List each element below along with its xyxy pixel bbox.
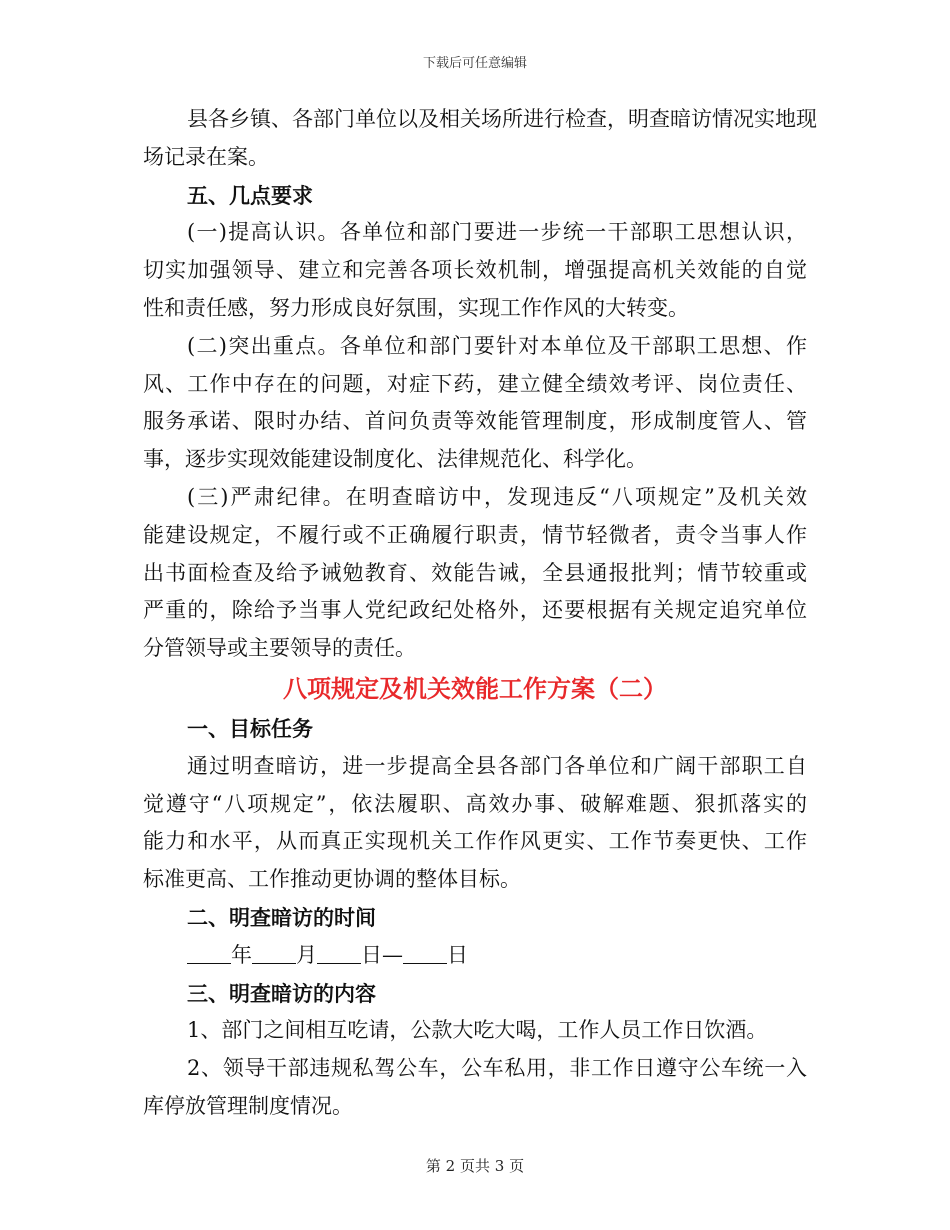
section-heading: 一、目标任务 xyxy=(187,715,313,741)
section-part2 xyxy=(143,710,807,937)
paragraph-line: 出书面检查及给予诫勉教育、效能告诫，全县通报批判；情节较重或 xyxy=(143,560,807,585)
date-month-label: 月 xyxy=(296,942,317,967)
document-title: 八项规定及机关效能工作方案（二） xyxy=(283,673,667,703)
paragraph-line: 切实加强领导、建立和完善各项长效机制，增强提高机关效能的自觉 xyxy=(143,258,807,283)
page-header-note: 下载后可任意编辑 xyxy=(422,56,527,71)
blank-day xyxy=(317,941,361,964)
section-part1 xyxy=(143,101,817,668)
paragraph-line: 觉遵守“八项规定”，依法履职、高效办事、破解难题、狠抓落实的 xyxy=(143,791,807,816)
paragraph-line: (二)突出重点。各单位和部门要针对本单位及干部职工思想、作 xyxy=(187,333,807,358)
paragraph-line: 县各乡镇、各部门单位以及相关场所进行检查，明查暗访情况实地现 xyxy=(187,107,817,131)
section-heading: 二、明查暗访的时间 xyxy=(187,904,376,930)
paragraph-line: 能建设规定，不履行或不正确履行职责，情节轻微者，责令当事人作 xyxy=(143,522,807,547)
paragraph-line: 能力和水平，从而真正实现机关工作作风更实、工作节奏更快、工作 xyxy=(143,829,807,854)
date-day2-label: 日 xyxy=(447,942,468,967)
section-heading: 三、明查暗访的内容 xyxy=(187,980,376,1006)
paragraph-line: (三)严肃纪律。在明查暗访中，发现违反“八项规定”及机关效 xyxy=(187,484,807,509)
blank-day2 xyxy=(403,941,447,964)
paragraph-line: 风、工作中存在的问题，对症下药，建立健全绩效考评、岗位责任、 xyxy=(143,371,807,396)
paragraph-line: 1、部门之间相互吃请，公款大吃大喝，工作人员工作日饮酒。 xyxy=(187,1018,768,1043)
paragraph-line: 库停放管理制度情况。 xyxy=(143,1093,353,1118)
section-part3 xyxy=(143,975,807,1126)
page-footer: 第 2 页共 3 页 xyxy=(425,1157,525,1175)
paragraph-line: 严重的，除给予当事人党纪政纪处格外，还要根据有关规定追究单位 xyxy=(143,598,807,623)
paragraph-line: 标准更高、工作推动更协调的整体目标。 xyxy=(143,867,521,892)
paragraph-line: (一)提高认识。各单位和部门要进一步统一干部职工思想认识， xyxy=(187,220,807,245)
paragraph-line: 服务承诺、限时办结、首问负责等效能管理制度，形成制度管人、管 xyxy=(143,409,807,434)
document-body xyxy=(143,101,817,1126)
blank-month xyxy=(252,941,296,964)
paragraph-line: 性和责任感，努力形成良好氛围，实现工作作风的大转变。 xyxy=(143,295,689,320)
section-heading: 五、几点要求 xyxy=(187,182,313,208)
date-line xyxy=(143,937,807,975)
date-day-label: 日— xyxy=(361,942,403,967)
paragraph-line: 事，逐步实现效能建设制度化、法律规范化、科学化。 xyxy=(143,447,647,472)
date-year-label: 年 xyxy=(231,942,252,967)
paragraph-line: 分管领导或主要领导的责任。 xyxy=(143,636,416,661)
blank-year xyxy=(187,941,231,964)
paragraph-line: 场记录在案。 xyxy=(143,144,269,169)
paragraph-line: 2、领导干部违规私驾公车，公车私用，非工作日遵守公车统一入 xyxy=(187,1056,807,1081)
paragraph-line: 通过明查暗访，进一步提高全县各部门各单位和广阔干部职工自 xyxy=(187,753,807,778)
